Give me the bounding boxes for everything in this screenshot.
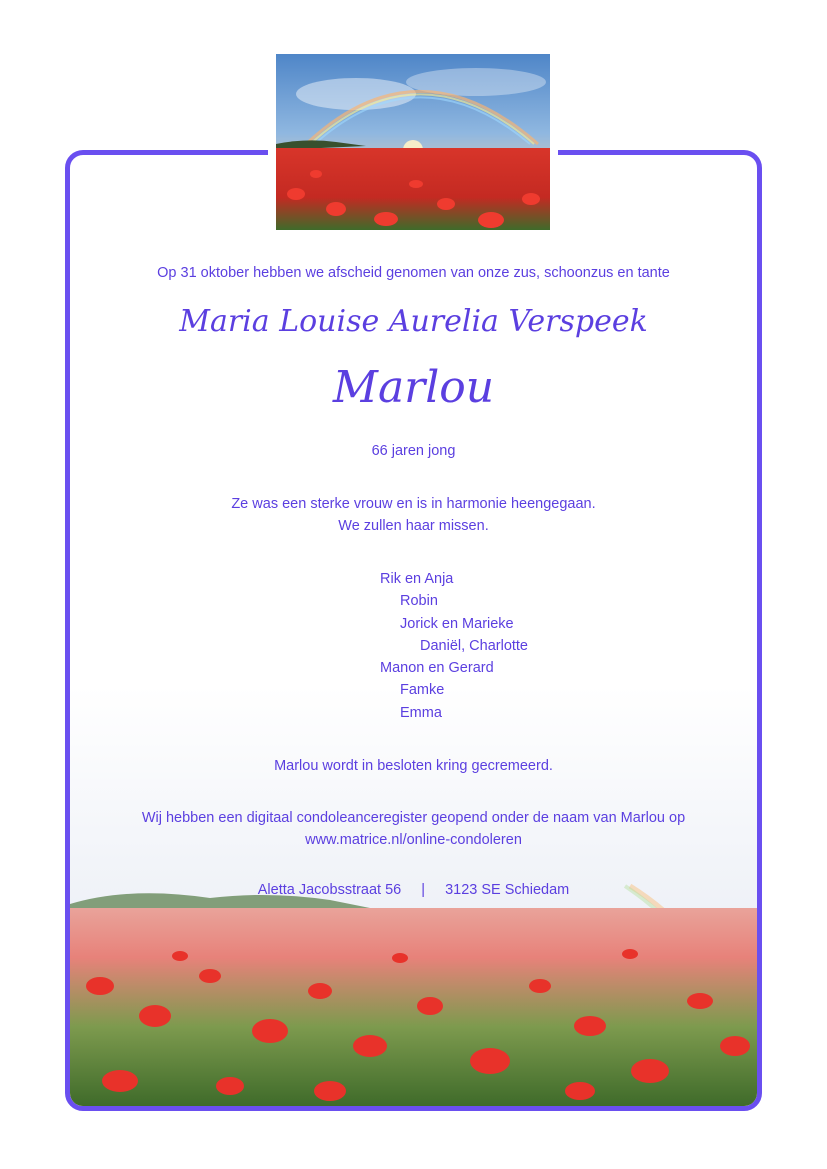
intro-text: Op 31 oktober hebben we afscheid genomen van onze zus, schoonzus en tante bbox=[157, 265, 670, 281]
condolence-line-1: Wij hebben een digitaal condoleanceregister geopend onder de naam van Marlou op bbox=[141, 810, 686, 826]
condolence-url[interactable]: www.matrice.nl/online-condoleren bbox=[305, 832, 522, 848]
family-list bbox=[380, 568, 528, 724]
full-name: Maria Louise Aurelia Verspeek bbox=[179, 304, 648, 339]
address bbox=[0, 882, 827, 898]
family-member: Robin bbox=[400, 593, 438, 610]
family-member: Manon en Gerard bbox=[380, 660, 494, 677]
message-line-1: Ze was een sterke vrouw en is in harmonie heengegaan. bbox=[231, 496, 596, 512]
address-street: Aletta Jacobsstraat 56 bbox=[257, 882, 402, 898]
address-city: 3123 SE Schiedam bbox=[445, 882, 570, 898]
family-member: Emma bbox=[400, 704, 442, 721]
address-separator: | bbox=[421, 882, 426, 898]
message-line-2: We zullen haar missen. bbox=[338, 518, 489, 534]
cremation-text: Marlou wordt in besloten kring gecremeerd. bbox=[274, 758, 553, 774]
nickname: Marlou bbox=[332, 362, 495, 413]
top-photo bbox=[268, 54, 558, 230]
family-member: Daniël, Charlotte bbox=[420, 637, 528, 654]
family-member: Rik en Anja bbox=[380, 571, 454, 587]
rainbow-poppy-field-photo bbox=[276, 54, 550, 230]
age-text: 66 jaren jong bbox=[371, 443, 456, 459]
family-member: Jorick en Marieke bbox=[400, 615, 514, 632]
family-member: Famke bbox=[400, 682, 445, 699]
